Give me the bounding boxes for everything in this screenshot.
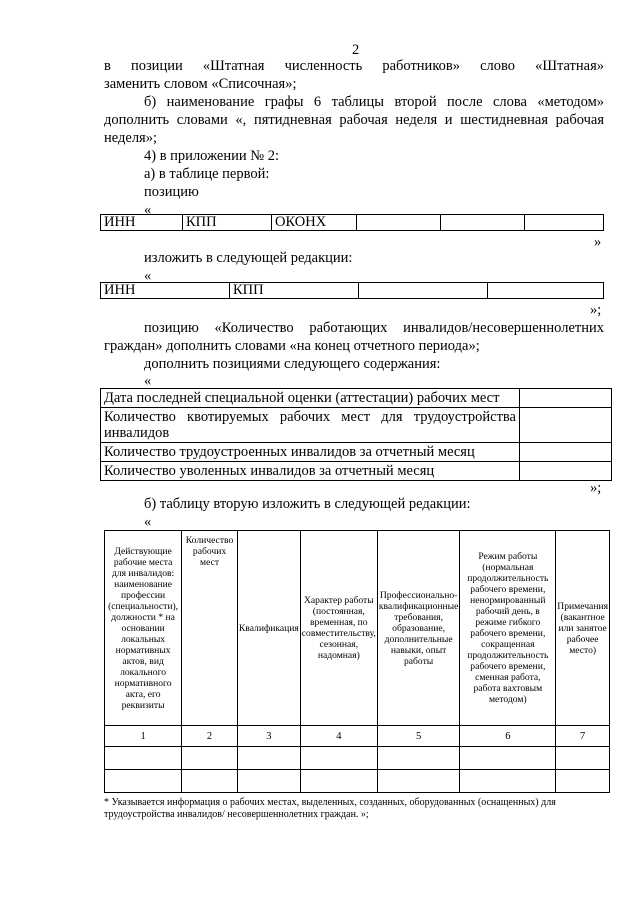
item-b: б) таблицу вторую изложить в следующей редакции: xyxy=(144,496,471,512)
paragraph-3-line-2: граждан» дополнить словами «на конец отчетного периода»; xyxy=(104,338,480,354)
paragraph-1-line-1: в позиции «Штатная численность работников» слово «Штатная» xyxy=(104,58,604,74)
item-4: 4) в приложении № 2: xyxy=(144,148,279,164)
quote-open-3: « xyxy=(144,373,152,389)
footnote: * Указывается информация о рабочих местах, выделенных, созданных, оборудованных (оснащенных) для трудоустройства инвалидов/ несовершеннолетних граждан. »; xyxy=(104,797,556,820)
column-number: 7 xyxy=(556,726,610,747)
position-word: позицию xyxy=(144,184,199,200)
positions-table xyxy=(100,388,612,481)
header-qualification: Квалификация xyxy=(237,531,300,726)
column-number: 1 xyxy=(105,726,182,747)
empty-cell xyxy=(460,747,556,770)
empty-cell xyxy=(377,747,460,770)
paragraph-3-line-1: позицию «Количество работающих инвалидов/несовершеннолетних xyxy=(144,320,604,336)
empty-cell xyxy=(237,747,300,770)
old-cell-empty xyxy=(525,215,604,231)
old-cell-okonh: ОКОНХ xyxy=(272,215,357,231)
new-cell-inn: ИНН xyxy=(101,283,230,299)
quote-open-4: « xyxy=(144,514,152,530)
state-new-edition: изложить в следующей редакции: xyxy=(144,250,353,266)
position-value-cell xyxy=(520,389,612,408)
old-cell-empty xyxy=(441,215,525,231)
header-requirements: Профессионально-квалификационные требования, образование, дополнительные навыки, опыт работы xyxy=(377,531,460,726)
item-4a: а) в таблице первой: xyxy=(144,166,270,182)
empty-cell xyxy=(237,770,300,793)
paragraph-2-line-2: дополнить словами «, пятидневная рабочая неделя и шестидневная рабочая xyxy=(104,112,604,128)
column-number: 3 xyxy=(237,726,300,747)
header-work-nature: Характер работы (постоянная, временная, по совместительству, сезонная, надомная) xyxy=(300,531,377,726)
position-1: Дата последней специальной оценки (аттестации) рабочих мест xyxy=(101,389,520,408)
table-row xyxy=(105,770,610,793)
quote-close-1: » xyxy=(594,234,602,250)
empty-cell xyxy=(460,770,556,793)
position-value-cell xyxy=(520,408,612,443)
quote-open-1: « xyxy=(144,202,152,218)
old-cell-kpp: КПП xyxy=(183,215,272,231)
header-workplaces: Действующие рабочие места для инвалидов: наименование профессии (специальности), должности * на основании локальных нормативных актов, вид локального нормативного акта, его реквизиты xyxy=(105,531,182,726)
position-value-cell xyxy=(520,443,612,462)
empty-cell xyxy=(105,747,182,770)
position-2: Количество квотируемых рабочих мест для трудоустройства инвалидов xyxy=(101,408,520,443)
header-notes: Примечания (вакантное или занятое рабочее место) xyxy=(556,531,610,726)
column-number: 2 xyxy=(182,726,238,747)
page-number: 2 xyxy=(352,42,360,58)
quote-open-2: « xyxy=(144,268,152,284)
empty-cell xyxy=(300,747,377,770)
new-cell-empty xyxy=(488,283,604,299)
add-positions: дополнить позициями следующего содержания: xyxy=(144,356,441,372)
paragraph-2-line-3: неделя»; xyxy=(104,130,158,146)
old-cell-inn: ИНН xyxy=(101,215,183,231)
new-cell-empty xyxy=(359,283,488,299)
empty-cell xyxy=(556,770,610,793)
paragraph-1-line-2: заменить словом «Списочная»; xyxy=(104,76,297,92)
empty-cell xyxy=(105,770,182,793)
close-semicolon-2: »; xyxy=(590,480,602,496)
new-cell-kpp: КПП xyxy=(230,283,359,299)
column-number: 4 xyxy=(300,726,377,747)
header-work-mode: Режим работы (нормальная продолжительность рабочего времени, ненормированный рабочий день, в режиме гибкого рабочего времени, сокращенная продолжительность рабочего времени, сменная работа, работа вахтовым методом) xyxy=(460,531,556,726)
empty-cell xyxy=(300,770,377,793)
table-new-row xyxy=(100,282,604,299)
header-count: Количество рабочих мест xyxy=(182,531,238,726)
column-number: 5 xyxy=(377,726,460,747)
position-value-cell xyxy=(520,462,612,481)
empty-cell xyxy=(377,770,460,793)
position-4: Количество уволенных инвалидов за отчетный месяц xyxy=(101,462,520,481)
empty-cell xyxy=(182,770,238,793)
table-row xyxy=(105,747,610,770)
table-old-row xyxy=(100,214,604,231)
main-table xyxy=(104,530,610,793)
empty-cell xyxy=(182,747,238,770)
paragraph-2-line-1: б) наименование графы 6 таблицы второй после слова «методом» xyxy=(144,94,604,110)
empty-cell xyxy=(556,747,610,770)
position-3: Количество трудоустроенных инвалидов за отчетный месяц xyxy=(101,443,520,462)
close-semicolon-1: »; xyxy=(590,302,602,318)
column-number: 6 xyxy=(460,726,556,747)
old-cell-empty xyxy=(357,215,441,231)
